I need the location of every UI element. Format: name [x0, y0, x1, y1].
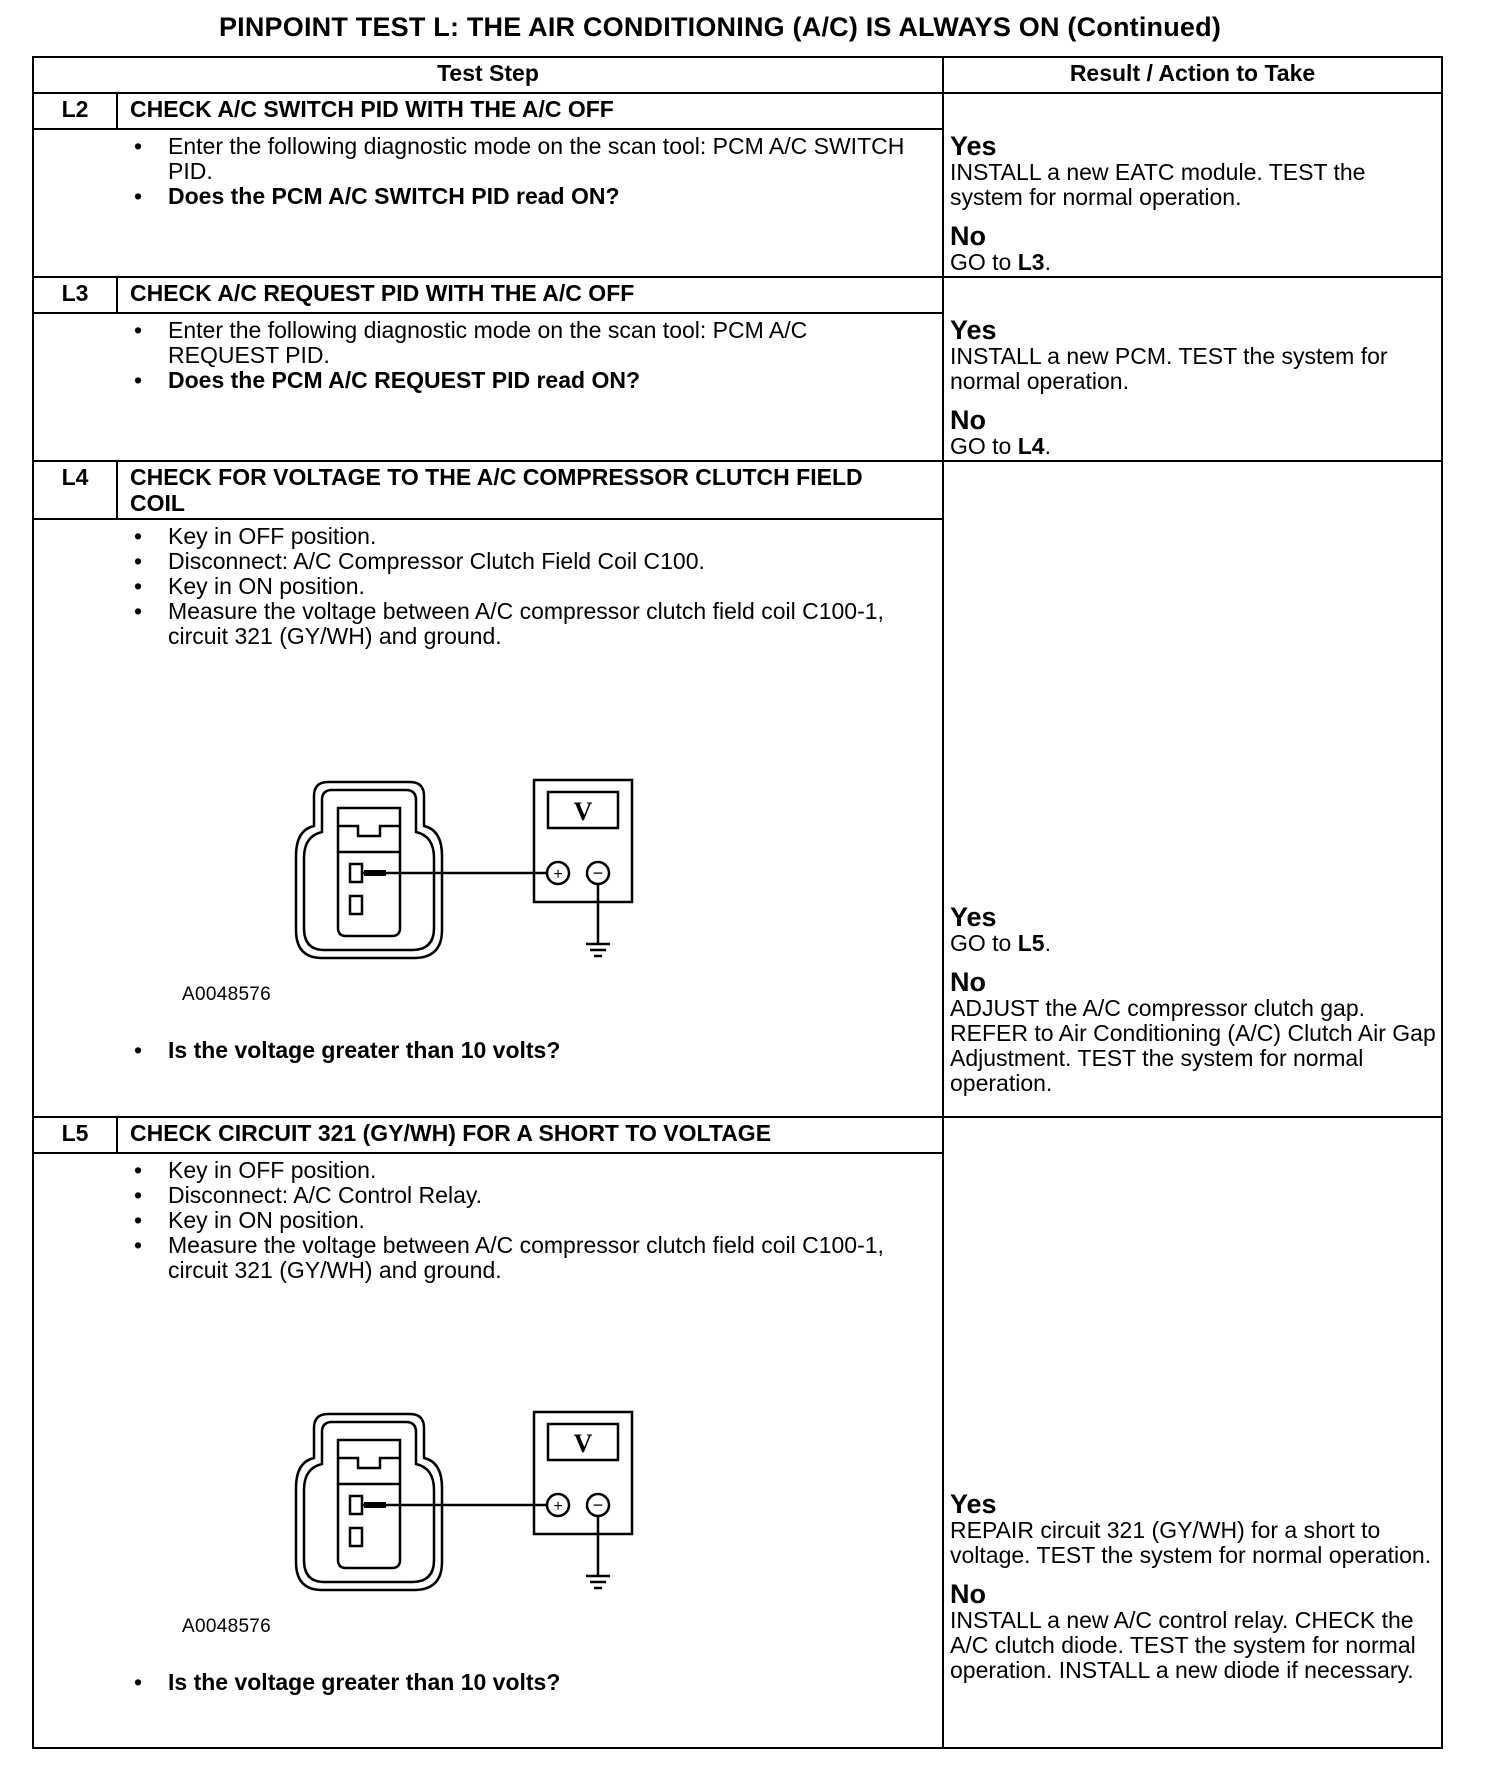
result-yes-text: REPAIR circuit 321 (GY/WH) for a short to voltage. TEST the system for normal operation.: [950, 1517, 1432, 1568]
voltmeter-diagram: [292, 1410, 644, 1610]
result-no-label: No: [950, 405, 986, 435]
step-question-L4: • Is the voltage greater than 10 volts?: [130, 1038, 910, 1063]
result-no-text: GO to L4.: [950, 433, 1051, 459]
step-reference: L4: [1017, 433, 1045, 459]
result-yes-label: Yes: [950, 902, 997, 932]
plus-sign: +: [553, 1498, 563, 1515]
step-heading-divider: [34, 312, 942, 314]
result-no-label: No: [950, 1579, 986, 1609]
row-divider: [34, 276, 1443, 278]
result-yes-label: Yes: [950, 315, 997, 345]
column-divider: [942, 58, 944, 1749]
step-heading-L3: CHECK A/C REQUEST PID WITH THE A/C OFF: [130, 280, 635, 306]
step-question-L3: • Does the PCM A/C REQUEST PID read ON?: [130, 368, 910, 393]
step-bullet: • Enter the following diagnostic mode on the scan tool: PCM A/C SWITCH PID.: [130, 134, 910, 184]
voltmeter-symbol: V: [573, 797, 593, 826]
step-id-divider: [116, 460, 118, 518]
step-bullet: • Measure the voltage between A/C compressor clutch field coil C100-1, circuit 321 (GY/WH) and ground.: [130, 1233, 910, 1283]
voltmeter-symbol: V: [573, 1429, 593, 1458]
step-id-L3: L3: [61, 280, 89, 306]
step-bullets-L3: [130, 318, 910, 368]
step-reference: L5: [1017, 930, 1045, 956]
step-heading-L5: CHECK CIRCUIT 321 (GY/WH) FOR A SHORT TO VOLTAGE: [130, 1120, 772, 1146]
step-bullet: • Enter the following diagnostic mode on the scan tool: PCM A/C REQUEST PID.: [130, 318, 910, 368]
test-probe: [364, 1502, 386, 1508]
terminal-c100-2: [350, 896, 362, 914]
step-bullet: • Key in ON position.: [130, 1208, 910, 1233]
step-reference: L3: [1017, 249, 1045, 275]
figure-code: A0048576: [182, 1616, 272, 1637]
step-id-L4: L4: [61, 464, 89, 490]
step-heading-divider: [34, 518, 942, 520]
terminal-c100-2: [350, 1528, 362, 1546]
step-bullet: • Disconnect: A/C Control Relay.: [130, 1183, 910, 1208]
step-bullet: • Key in ON position.: [130, 574, 910, 599]
result-yes-label: Yes: [950, 131, 997, 161]
result-L2: [950, 132, 1440, 275]
pinpoint-test-table: [32, 56, 1443, 1749]
connector-pin-body: [338, 852, 400, 936]
step-id-divider: [116, 276, 118, 312]
step-id-divider: [116, 1116, 118, 1152]
plus-sign: +: [553, 866, 563, 883]
step-id-divider: [116, 92, 118, 128]
step-bullet: • Key in OFF position.: [130, 1158, 910, 1183]
result-yes-text: INSTALL a new EATC module. TEST the system for normal operation.: [950, 159, 1366, 210]
row-divider: [34, 1116, 1443, 1118]
test-probe: [364, 870, 386, 876]
terminal-c100-1: [350, 1496, 362, 1514]
step-id-L2: L2: [61, 96, 89, 122]
minus-sign: −: [592, 1495, 604, 1515]
connector-lock-tab: [338, 808, 400, 852]
step-question-L2: • Does the PCM A/C SWITCH PID read ON?: [130, 184, 910, 209]
result-L4: [950, 903, 1440, 1096]
result-no-text: ADJUST the A/C compressor clutch gap. REFER to Air Conditioning (A/C) Clutch Air Gap Adjustment. TEST the system for normal operation.: [950, 995, 1436, 1096]
result-no-text: GO to L3.: [950, 249, 1051, 275]
figure-code: A0048576: [182, 984, 272, 1005]
terminal-c100-1: [350, 864, 362, 882]
voltmeter-diagram: [292, 778, 644, 978]
step-id-L5: L5: [61, 1120, 89, 1146]
result-no-text: INSTALL a new A/C control relay. CHECK the A/C clutch diode. TEST the system for normal operation. INSTALL a new diode if necessary.: [950, 1607, 1416, 1683]
column-header-test-step: Test Step: [437, 60, 539, 86]
result-yes-text: INSTALL a new PCM. TEST the system for normal operation.: [950, 343, 1388, 394]
result-yes-label: Yes: [950, 1489, 997, 1519]
step-bullet: • Measure the voltage between A/C compressor clutch field coil C100-1, circuit 321 (GY/WH) and ground.: [130, 599, 910, 649]
result-yes-text: GO to L5.: [950, 930, 1051, 956]
column-header-result: Result / Action to Take: [1069, 60, 1316, 86]
step-bullets-L2: [130, 134, 910, 184]
result-no-label: No: [950, 967, 986, 997]
step-bullets-L4: [130, 524, 910, 649]
step-bullets-L5: [130, 1158, 910, 1283]
page-title: PINPOINT TEST L: THE AIR CONDITIONING (A/C) IS ALWAYS ON (Continued): [218, 12, 1222, 42]
result-L5: [950, 1490, 1440, 1683]
connector-pin-body: [338, 1484, 400, 1568]
step-bullet: • Disconnect: A/C Compressor Clutch Field Coil C100.: [130, 549, 910, 574]
minus-sign: −: [592, 863, 604, 883]
header-divider: [34, 92, 1443, 94]
step-question-L5: • Is the voltage greater than 10 volts?: [130, 1670, 910, 1695]
step-heading-divider: [34, 128, 942, 130]
result-no-label: No: [950, 221, 986, 251]
connector-lock-tab: [338, 1440, 400, 1484]
row-divider: [34, 460, 1443, 462]
step-heading-divider: [34, 1152, 942, 1154]
result-L3: [950, 316, 1440, 459]
step-heading-L4: CHECK FOR VOLTAGE TO THE A/C COMPRESSOR CLUTCH FIELD COIL: [130, 464, 863, 516]
step-bullet: • Key in OFF position.: [130, 524, 910, 549]
step-heading-L2: CHECK A/C SWITCH PID WITH THE A/C OFF: [130, 96, 614, 122]
